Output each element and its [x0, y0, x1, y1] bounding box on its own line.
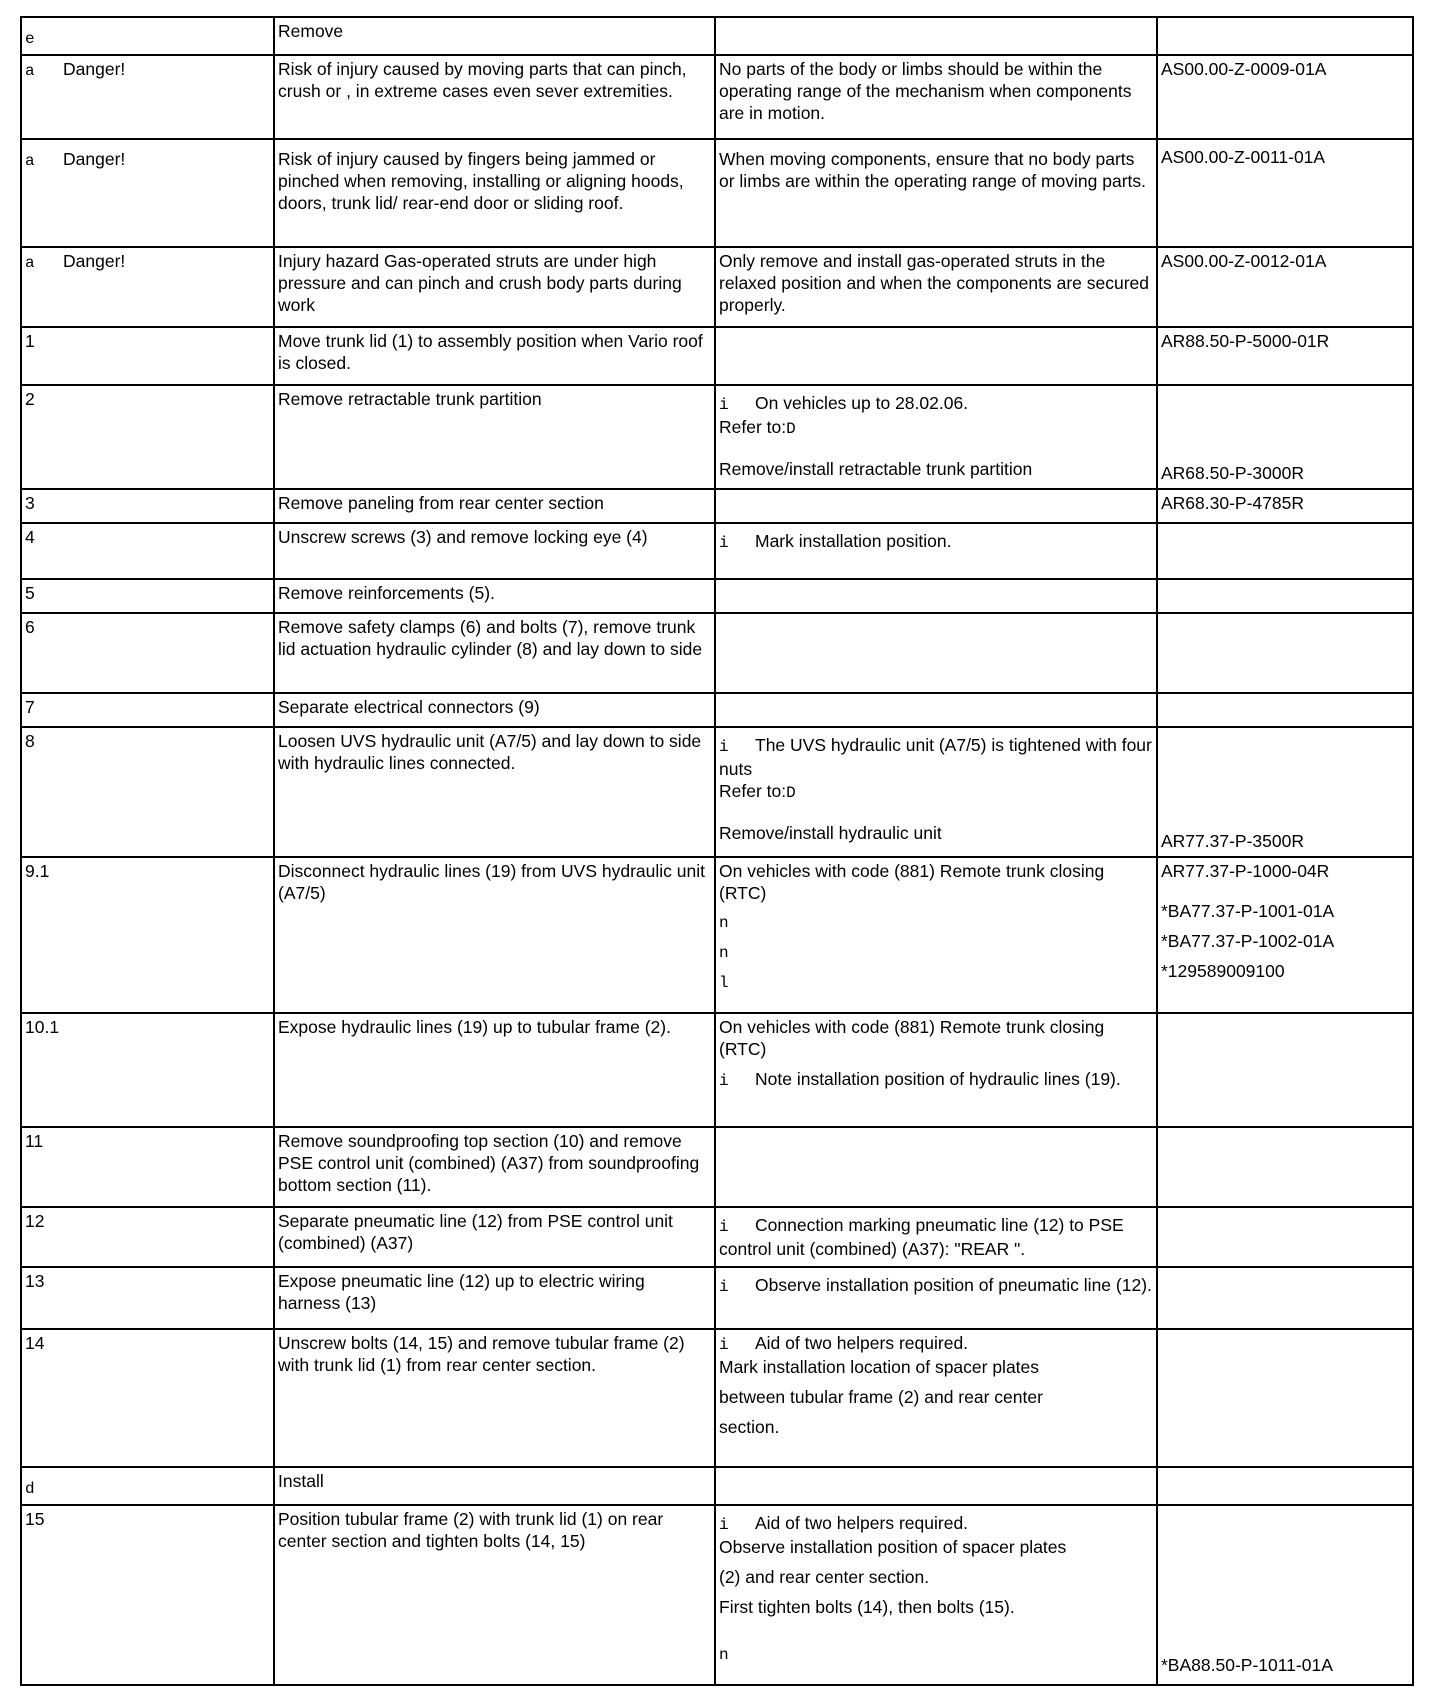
step-number: 14	[21, 1329, 274, 1467]
info-icon: i	[719, 1516, 729, 1534]
step-action: Unscrew screws (3) and remove locking eye (4)	[274, 523, 715, 579]
step-number: 3	[21, 489, 274, 523]
reference-link[interactable]: AR68.30-P-4785R	[1157, 489, 1413, 523]
reference-link[interactable]: *BA77.37-P-1001-01A	[1161, 901, 1335, 921]
table-row	[21, 17, 1413, 55]
section-label: Install	[274, 1467, 715, 1505]
step-action: Separate electrical connectors (9)	[274, 693, 715, 727]
step-action: Loosen UVS hydraulic unit (A7/5) and lay down to side with hydraulic lines connected.	[274, 727, 715, 857]
tool-icon: n	[719, 944, 729, 962]
reference-link[interactable]: *BA88.50-P-1011-01A	[1161, 1655, 1333, 1675]
step-number: 1	[21, 327, 274, 385]
step-note: i On vehicles up to 28.02.06.	[719, 393, 969, 414]
step-number: 12	[21, 1207, 274, 1267]
step-action: Disconnect hydraulic lines (19) from UVS hydraulic unit (A7/5)	[274, 857, 715, 1013]
section-label: Remove	[274, 17, 715, 55]
step-number: 6	[21, 613, 274, 693]
step-note: On vehicles with code (881) Remote trunk closing (RTC)	[719, 861, 1105, 903]
danger-label: Danger!	[63, 59, 126, 79]
step-note: Mark installation position.	[755, 531, 952, 551]
step-action: Separate pneumatic line (12) from PSE control unit (combined) (A37)	[274, 1207, 715, 1267]
table-row	[21, 579, 1413, 613]
table-row	[21, 1329, 1413, 1467]
step-note: No parts of the body or limbs should be within the operating range of the mechanism when components are in motion.	[715, 55, 1157, 139]
step-action: Risk of injury caused by fingers being jammed or pinched when removing, installing or aligning hoods, doors, trunk lid/ rear-end door or sliding roof.	[274, 139, 715, 247]
step-action: Position tubular frame (2) with trunk lid (1) on rear center section and tighten bolts (14, 15)	[274, 1505, 715, 1685]
danger-icon: a	[25, 62, 35, 80]
table-row	[21, 385, 1413, 489]
step-number: 7	[21, 693, 274, 727]
step-action: Injury hazard Gas-operated struts are under high pressure and can pinch and crush body parts during work	[274, 247, 715, 327]
reference-link[interactable]: *BA77.37-P-1002-01A	[1161, 931, 1335, 951]
step-note: Observe installation position of pneumatic line (12).	[755, 1275, 1152, 1295]
reference-link[interactable]: AR68.50-P-3000R	[1161, 463, 1304, 483]
info-icon: i	[719, 534, 729, 552]
danger-icon: a	[25, 152, 35, 170]
table-row	[21, 1505, 1413, 1685]
step-note: i Note installation position of hydraulic lines (19).	[719, 1069, 1121, 1090]
step-action: Risk of injury caused by moving parts that can pinch, crush or , in extreme cases even sever extremities.	[274, 55, 715, 139]
table-row	[21, 1013, 1413, 1127]
table-row	[21, 55, 1413, 139]
table-row	[21, 1207, 1413, 1267]
step-action: Expose hydraulic lines (19) up to tubular frame (2).	[274, 1013, 715, 1127]
refer-to-line: Refer to:D	[719, 781, 796, 802]
reference-link[interactable]: AS00.00-Z-0009-01A	[1157, 55, 1413, 139]
remove-section-icon: e	[25, 30, 35, 48]
danger-label: Danger!	[63, 149, 126, 169]
step-number: 5	[21, 579, 274, 613]
step-note: Observe installation position of spacer plates	[719, 1537, 1067, 1557]
reference-link[interactable]: AR88.50-P-5000-01R	[1157, 327, 1413, 385]
step-action: Remove reinforcements (5).	[274, 579, 715, 613]
procedure-table	[20, 16, 1414, 1686]
reference-link[interactable]: AR77.37-P-1000-04R	[1161, 861, 1330, 881]
reference-link[interactable]: AS00.00-Z-0012-01A	[1157, 247, 1413, 327]
info-icon: i	[719, 396, 729, 414]
table-row	[21, 489, 1413, 523]
table-row	[21, 727, 1413, 857]
step-number: 11	[21, 1127, 274, 1207]
step-action: Unscrew bolts (14, 15) and remove tubular frame (2) with trunk lid (1) from rear center section.	[274, 1329, 715, 1467]
table-row	[21, 327, 1413, 385]
table-row	[21, 1267, 1413, 1329]
table-row	[21, 247, 1413, 327]
info-icon: i	[719, 1278, 729, 1296]
reference-link[interactable]: AR77.37-P-3500R	[1161, 831, 1304, 851]
step-note: i Aid of two helpers required.	[719, 1513, 969, 1534]
table-row	[21, 139, 1413, 247]
table-row	[21, 613, 1413, 693]
table-row	[21, 693, 1413, 727]
table-row	[21, 857, 1413, 1013]
info-icon: i	[719, 1336, 729, 1354]
step-note: On vehicles with code (881) Remote trunk closing (RTC)	[719, 1017, 1105, 1059]
arrow-icon: D	[786, 784, 796, 802]
step-note: section.	[719, 1417, 780, 1437]
install-section-icon: d	[25, 1480, 35, 1498]
info-icon: i	[719, 1072, 729, 1090]
tool-icon: n	[719, 914, 729, 932]
step-note: Only remove and install gas-operated struts in the relaxed position and when the components are secured properly.	[715, 247, 1157, 327]
tool-icon: n	[719, 1646, 729, 1664]
step-note: between tubular frame (2) and rear center	[719, 1387, 1043, 1407]
step-number: 8	[21, 727, 274, 857]
step-note: i Aid of two helpers required.	[719, 1333, 969, 1354]
step-action: Remove paneling from rear center section	[274, 489, 715, 523]
step-note: When moving components, ensure that no body parts or limbs are within the operating range of moving parts.	[715, 139, 1157, 247]
danger-label: Danger!	[63, 251, 126, 271]
step-note: i The UVS hydraulic unit (A7/5) is tightened with four nuts	[719, 735, 1152, 779]
step-number: 2	[21, 385, 274, 489]
refer-to-line: Refer to:D	[719, 417, 796, 438]
step-note: Mark installation location of spacer plates	[719, 1357, 1040, 1377]
part-icon: l	[719, 974, 729, 992]
step-action: Remove retractable trunk partition	[274, 385, 715, 489]
step-action: Remove safety clamps (6) and bolts (7), remove trunk lid actuation hydraulic cylinder (8) and lay down to side	[274, 613, 715, 693]
step-number: 9.1	[21, 857, 274, 1013]
step-note: Connection marking pneumatic line (12) to PSE control unit (combined) (A37): "REAR ".	[719, 1215, 1124, 1259]
step-note: (2) and rear center section.	[719, 1567, 930, 1587]
table-row	[21, 1127, 1413, 1207]
table-row	[21, 523, 1413, 579]
step-note-link[interactable]: Remove/install hydraulic unit	[719, 823, 942, 843]
reference-link[interactable]: *129589009100	[1161, 961, 1285, 981]
step-action: Remove soundproofing top section (10) and remove PSE control unit (combined) (A37) from soundproofing bottom section (11).	[274, 1127, 715, 1207]
step-number: 15	[21, 1505, 274, 1685]
step-note: First tighten bolts (14), then bolts (15).	[719, 1597, 1015, 1617]
step-action: Expose pneumatic line (12) up to electric wiring harness (13)	[274, 1267, 715, 1329]
reference-link[interactable]: AS00.00-Z-0011-01A	[1157, 139, 1413, 247]
info-icon: i	[719, 738, 729, 756]
arrow-icon: D	[786, 420, 796, 438]
step-number: 13	[21, 1267, 274, 1329]
step-number: 4	[21, 523, 274, 579]
danger-icon: a	[25, 254, 35, 272]
step-note-link[interactable]: Remove/install retractable trunk partition	[719, 459, 1033, 479]
step-action: Move trunk lid (1) to assembly position when Vario roof is closed.	[274, 327, 715, 385]
table-row	[21, 1467, 1413, 1505]
step-number: 10.1	[21, 1013, 274, 1127]
info-icon: i	[719, 1218, 729, 1236]
